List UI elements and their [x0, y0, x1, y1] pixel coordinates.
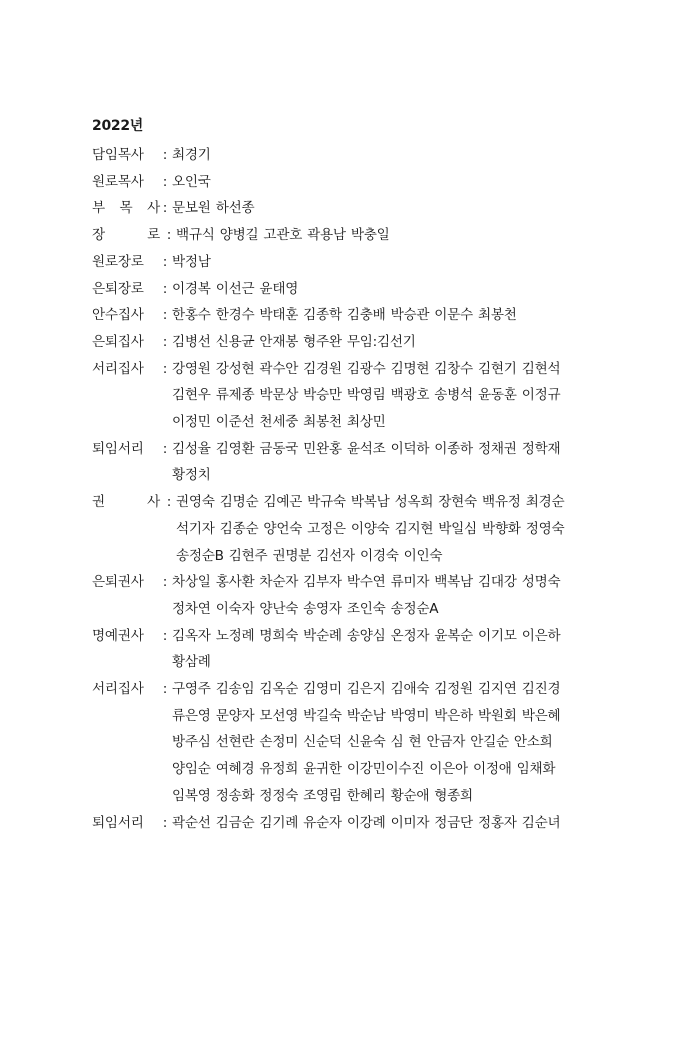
- member-names-line: 양임순 여혜경 유정희 윤귀한 이강민이수진 이은아 이정애 임채화: [172, 761, 556, 778]
- member-names-line: 임복영 정송화 정정숙 조영림 한혜리 황순애 형종희: [172, 787, 473, 804]
- member-names-line: 구영주 김송임 김옥순 김영미 김은지 김애숙 김정원 김지연 김진경: [172, 681, 561, 698]
- roster-entry: [92, 436, 612, 489]
- year-heading: 2022년: [92, 118, 143, 134]
- member-names: [170, 436, 612, 489]
- member-names-line: 김현우 류제종 박문상 박승만 박영림 백광호 송병석 윤동훈 이정규: [172, 387, 561, 404]
- member-names: [170, 623, 612, 676]
- role-label: 안수집사: [92, 307, 144, 324]
- member-names-line: 곽순선 김금순 김기례 유순자 이강례 이미자 정금단 정홍자 김순녀: [172, 814, 561, 831]
- role-separator: :: [162, 814, 168, 831]
- member-names-line: 문보원 하선종: [172, 200, 255, 217]
- role-label: 은퇴집사: [92, 333, 144, 350]
- member-names-line: 백규식 양병길 고관호 곽용남 박충일: [176, 227, 390, 244]
- member-names-line: 정차연 이숙자 양난숙 송영자 조인숙 송정순A: [172, 600, 439, 617]
- roster-list: [92, 142, 612, 836]
- member-names-line: 김성율 김영환 금동국 민완홍 윤석조 이덕하 이종하 정채권 정학재: [172, 440, 561, 457]
- role-separator: :: [162, 627, 168, 644]
- member-names: [170, 169, 612, 196]
- roster-entry: [92, 569, 612, 622]
- member-names: [170, 569, 612, 622]
- member-names: [170, 249, 612, 276]
- member-names-line: 한홍수 한경수 박태훈 김종학 김충배 박승관 이문수 최봉천: [172, 307, 517, 324]
- role-label: 원로장로: [92, 253, 144, 270]
- role-label: 퇴임서리: [92, 440, 144, 457]
- roster-entry: [92, 142, 612, 169]
- roster-entry: [92, 623, 612, 676]
- role-label: 은퇴권사: [92, 574, 144, 591]
- roster-entry: [92, 195, 612, 222]
- member-names-line: 권영숙 김명순 김예곤 박규숙 박복남 성옥희 장현숙 백유정 최경순: [176, 494, 565, 511]
- member-names-line: 이정민 이준선 천세중 최봉천 최상민: [172, 414, 386, 431]
- member-names-line: 송정순B 김현주 권명분 김선자 이경숙 이인숙: [176, 547, 443, 564]
- role-label: 담임목사: [92, 147, 144, 163]
- member-names-line: 강영원 강성현 곽수안 김경원 김광수 김명현 김창수 김현기 김현석: [172, 360, 561, 377]
- role-separator: :: [162, 307, 168, 324]
- role-label: 서리집사: [92, 360, 144, 377]
- role-label: 장 로: [92, 227, 160, 244]
- roster-entry: [92, 302, 612, 329]
- member-names: [174, 489, 612, 569]
- role-label: 원로목사: [92, 173, 144, 190]
- role-label: 명예권사: [92, 627, 144, 644]
- role-label: 퇴임서리: [92, 814, 144, 831]
- member-names: [170, 142, 612, 169]
- roster-document: [92, 116, 612, 836]
- role-separator: :: [166, 227, 172, 244]
- role-separator: :: [162, 200, 168, 217]
- member-names-line: 차상일 홍사환 차순자 김부자 박수연 류미자 백복남 김대강 성명숙: [172, 574, 561, 591]
- role-separator: :: [162, 280, 168, 297]
- member-names: [170, 302, 612, 329]
- member-names-line: 박정남: [172, 253, 211, 270]
- member-names-line: 최경기: [172, 147, 211, 163]
- member-names-line: 석기자 김종순 양언숙 고정은 이양숙 김지현 박일심 박향화 정영숙: [176, 520, 565, 537]
- roster-entry: [92, 169, 612, 196]
- roster-entry: [92, 329, 612, 356]
- member-names-line: 오인국: [172, 173, 211, 190]
- member-names-line: 황정치: [172, 467, 211, 484]
- role-separator: :: [162, 173, 168, 190]
- role-separator: :: [162, 574, 168, 591]
- member-names: [170, 329, 612, 356]
- roster-entry: [92, 276, 612, 303]
- role-label: 권 사: [92, 494, 160, 511]
- member-names-line: 황삼례: [172, 654, 211, 671]
- role-separator: :: [162, 253, 168, 270]
- member-names: [170, 276, 612, 303]
- roster-entry: [92, 222, 612, 249]
- role-separator: :: [162, 681, 168, 698]
- member-names: [170, 810, 612, 837]
- roster-entry: [92, 489, 612, 569]
- member-names: [170, 356, 612, 436]
- member-names: [170, 676, 612, 810]
- member-names-line: 방주심 선현란 손정미 신순덕 신윤숙 심 현 안금자 안길순 안소희: [172, 734, 553, 751]
- roster-entry: [92, 249, 612, 276]
- role-label: 부 목 사: [92, 200, 160, 217]
- role-separator: :: [166, 494, 172, 511]
- roster-entry: [92, 356, 612, 436]
- role-separator: :: [162, 147, 168, 163]
- role-separator: :: [162, 440, 168, 457]
- role-label: 서리집사: [92, 681, 144, 698]
- roster-entry: [92, 810, 612, 837]
- role-label: 은퇴장로: [92, 280, 144, 297]
- member-names-line: 류은영 문양자 모선영 박길숙 박순남 박영미 박은하 박원회 박은혜: [172, 707, 561, 724]
- member-names-line: 이경복 이선근 윤태영: [172, 280, 299, 297]
- roster-entry: [92, 676, 612, 810]
- role-separator: :: [162, 333, 168, 350]
- member-names-line: 김옥자 노정례 명희숙 박순례 송양심 온정자 윤복순 이기모 이은하: [172, 627, 561, 644]
- member-names-line: 김병선 신용균 안재봉 형주완 무임:김선기: [172, 333, 416, 350]
- role-separator: :: [162, 360, 168, 377]
- member-names: [174, 222, 612, 249]
- member-names: [170, 195, 612, 222]
